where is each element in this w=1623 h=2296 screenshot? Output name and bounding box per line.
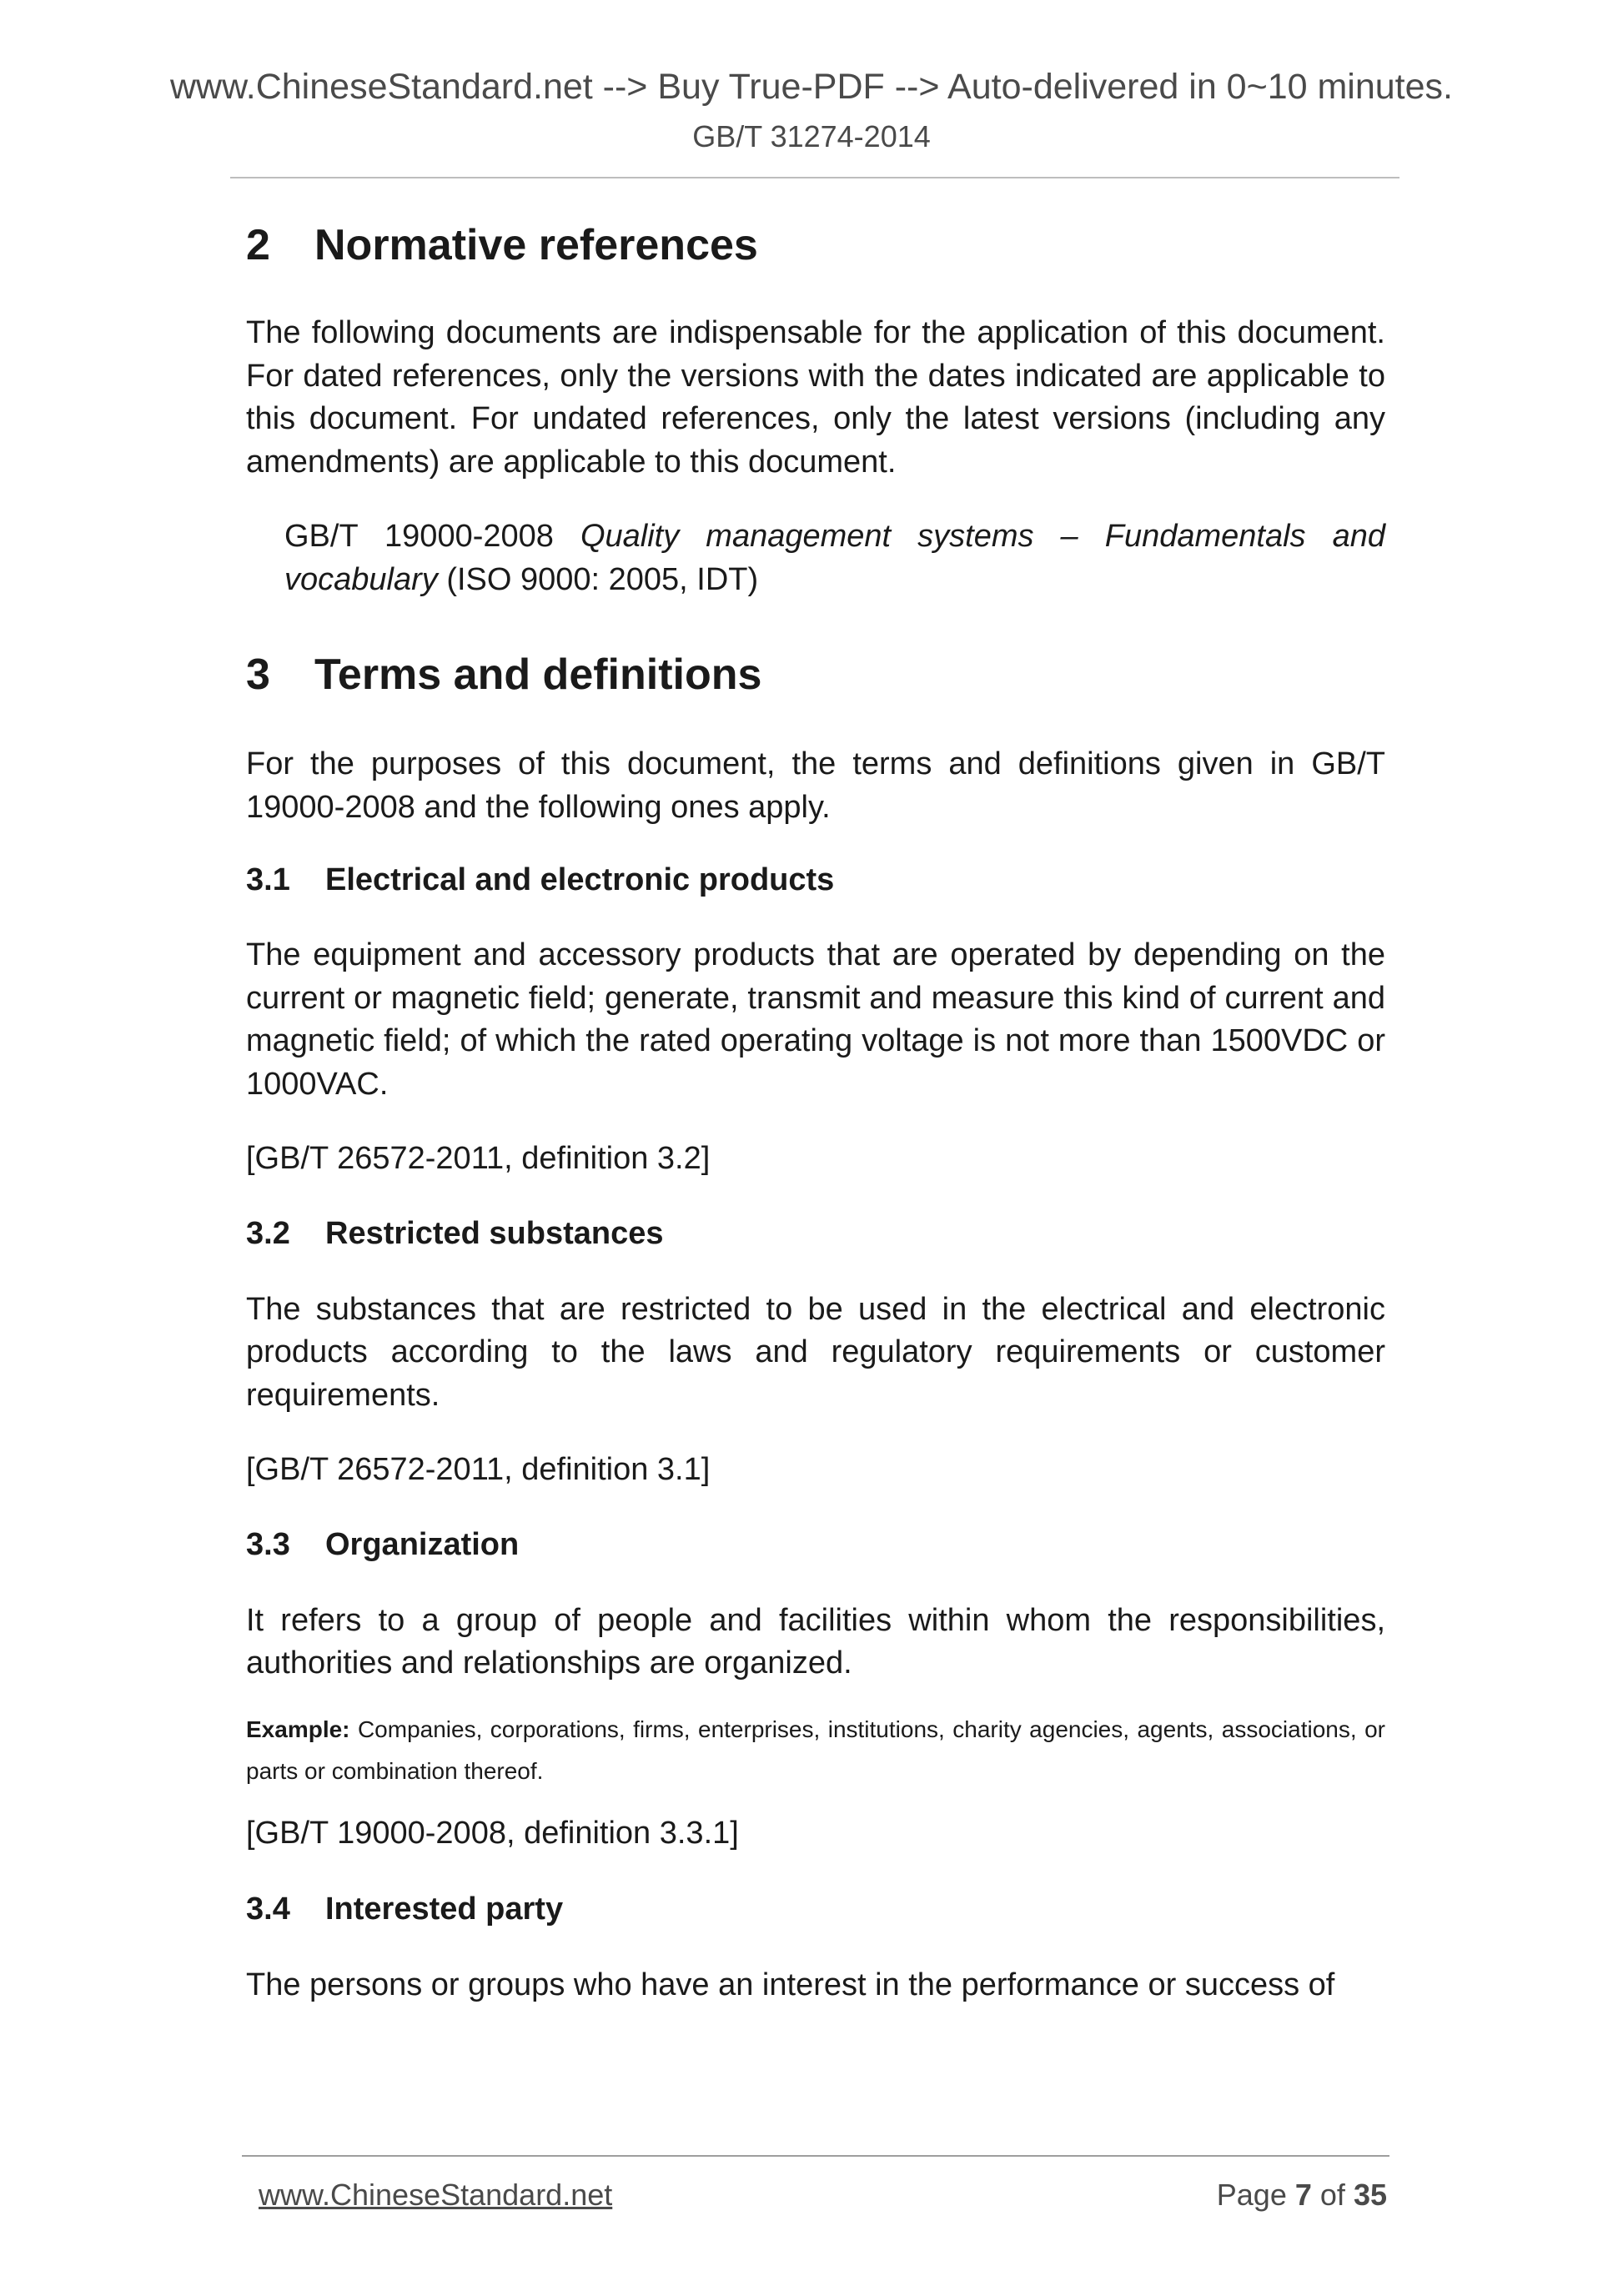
page-number [1217, 2177, 1387, 2213]
section-2-number: 2 [246, 221, 270, 269]
page-current: 7 [1294, 2178, 1312, 2212]
term-3-4-heading [246, 1888, 1385, 1931]
footer-site-link[interactable]: www.ChineseStandard.net [259, 2178, 613, 2212]
example-text: Companies, corporations, firms, enterprises, institutions, charity agencies, agents, associations, or parts or combination thereof. [246, 1716, 1385, 1784]
term-3-1-number: 3.1 [246, 862, 290, 897]
example-label: Example: [246, 1716, 350, 1742]
term-3-3-heading [246, 1524, 1385, 1566]
section-3-intro: For the purposes of this document, the terms and definitions given in GB/T 19000-2008 and the following ones apply. [246, 746, 1385, 825]
term-3-1-heading [246, 859, 1385, 902]
term-3-4-definition: The persons or groups who have an interest in the performance or success of [246, 1967, 1335, 2002]
page-total: 35 [1353, 2178, 1387, 2212]
term-3-2-number: 3.2 [246, 1215, 290, 1251]
section-2-title: Normative references [314, 221, 758, 269]
section-3-number: 3 [246, 651, 270, 699]
header-banner: www.ChineseStandard.net --> Buy True-PDF --> Auto-delivered in 0~10 minutes. [169, 67, 1453, 107]
term-3-2-heading [246, 1213, 1385, 1255]
section-2-intro: The following documents are indispensable for the application of this document. For dated references, only the versions with the dates indicated are applicable to this document. For undated references, only the latest versions (including any amendments) are applicable to this document. [246, 315, 1385, 480]
term-3-1-title: Electrical and electronic products [325, 862, 835, 897]
page-label: Page [1216, 2178, 1287, 2212]
page-content [246, 219, 1385, 2007]
term-3-1-definition: The equipment and accessory products that are operated by depending on the current or magnetic field; generate, transmit and measure this kind of current and magnetic field; of which the rated operating voltage is not more than 1500VDC or 1000VAC. [246, 937, 1385, 1102]
normative-reference-entry [284, 515, 1385, 601]
term-3-3-number: 3.3 [246, 1526, 290, 1562]
reference-code: GB/T 19000-2008 [284, 519, 554, 554]
page-of: of [1319, 2178, 1345, 2212]
term-3-3-example [246, 1709, 1385, 1792]
term-3-2-definition: The substances that are restricted to be used in the electrical and electronic products according to the laws and regulatory requirements or customer requirements. [246, 1291, 1385, 1413]
header-standard-number: GB/T 31274-2014 [692, 119, 931, 153]
term-3-4-title: Interested party [325, 1892, 564, 1927]
footer-divider [242, 2155, 1389, 2157]
section-3-heading [246, 648, 1385, 701]
section-3-title: Terms and definitions [314, 651, 762, 699]
term-3-3-source: [GB/T 19000-2008, definition 3.3.1] [246, 1815, 739, 1851]
term-3-2-title: Restricted substances [325, 1215, 664, 1251]
reference-title: Quality management systems – Fundamentals and vocabulary [284, 519, 1385, 597]
term-3-3-definition: It refers to a group of people and facilities within whom the responsibilities, authorities and relationships are organized. [246, 1602, 1385, 1681]
term-3-1-source: [GB/T 26572-2011, definition 3.2] [246, 1141, 711, 1176]
term-3-2-source: [GB/T 26572-2011, definition 3.1] [246, 1452, 711, 1487]
section-2-heading [246, 219, 1385, 272]
term-3-4-number: 3.4 [246, 1892, 290, 1927]
header-divider [230, 177, 1399, 178]
reference-equivalence: (ISO 9000: 2005, IDT) [446, 561, 759, 597]
term-3-3-title: Organization [325, 1526, 520, 1562]
